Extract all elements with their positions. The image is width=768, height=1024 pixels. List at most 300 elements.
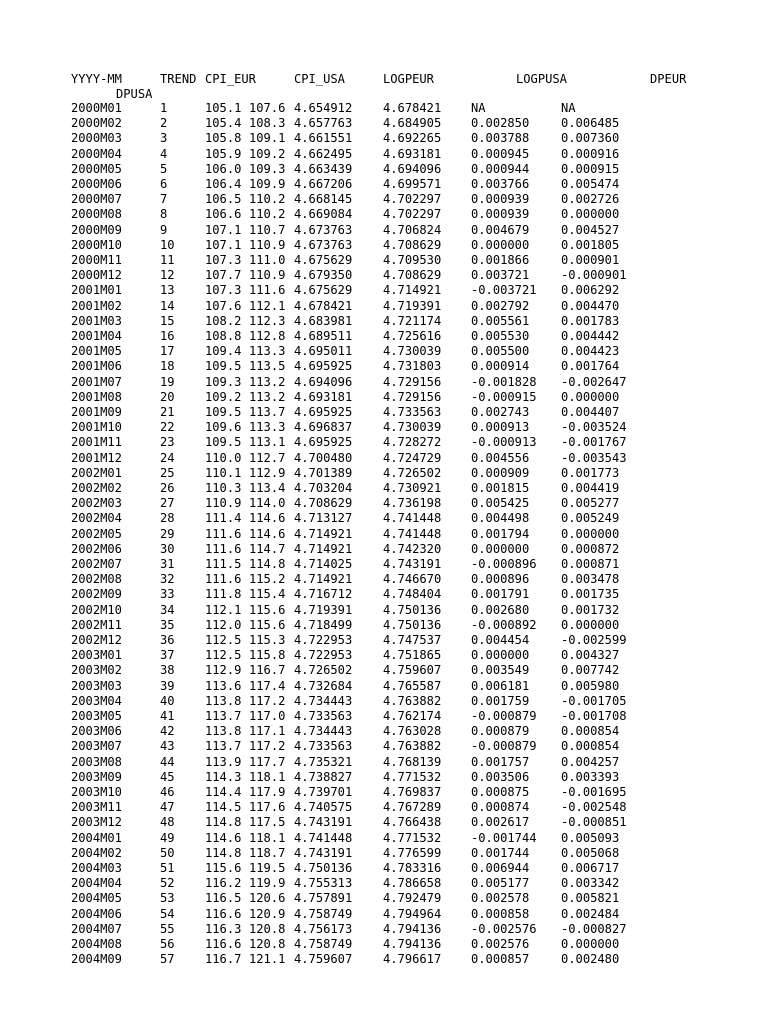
cell-cpi-eur: 113.9: [205, 754, 242, 769]
cell-logpusa: 4.767289: [383, 800, 442, 815]
cell-period: 2001M09: [71, 405, 122, 419]
cell-dpusa: 0.005277: [561, 496, 620, 511]
cell-logpeur: 4.758749: [294, 937, 353, 951]
cell-dpeur: 0.001866: [471, 253, 530, 267]
cell-cpi-usa: 117.1: [249, 724, 286, 739]
cell-period: 2000M01: [71, 101, 122, 115]
cell-logpeur: 4.668145: [294, 192, 353, 207]
cell-logpusa: 4.762174: [383, 709, 442, 723]
cell-logpusa: 4.741448: [383, 511, 442, 526]
cell-cpi-eur: 109.4: [205, 344, 242, 359]
cell-logpusa: 4.721174: [383, 313, 442, 328]
cell-logpusa: 4.724729: [383, 450, 442, 465]
cell-cpi-eur: 107.1: [205, 237, 242, 252]
cell-logpusa: 4.783316: [383, 861, 442, 875]
cell-dpeur: -0.000915: [471, 389, 537, 404]
cell-dpeur: 0.002850: [471, 116, 530, 131]
cell-logpeur: 4.663439: [294, 161, 353, 176]
cell-dpusa: 0.005068: [561, 845, 620, 860]
cell-dpusa: 0.001805: [561, 237, 620, 252]
cell-dpusa: 0.000871: [561, 557, 620, 571]
cell-dpeur: 0.003766: [471, 177, 530, 191]
cell-logpeur: 4.696837: [294, 420, 353, 435]
cell-logpusa: 4.706824: [383, 222, 442, 237]
cell-dpeur: 0.002576: [471, 937, 530, 951]
cell-cpi-usa: 112.7: [249, 450, 286, 465]
cell-dpeur: 0.003506: [471, 769, 530, 784]
cell-period: 2003M03: [71, 678, 122, 693]
cell-period: 2002M01: [71, 465, 122, 480]
cell-logpeur: 4.734443: [294, 724, 353, 739]
cell-logpeur: 4.695925: [294, 405, 353, 419]
cell-cpi-usa: 112.1: [249, 298, 286, 313]
cell-cpi-usa: 114.6: [249, 511, 286, 526]
cell-logpeur: 4.726502: [294, 663, 353, 678]
cell-cpi-usa: 114.6: [249, 526, 286, 541]
cell-cpi-usa: 114.7: [249, 541, 286, 556]
cell-cpi-eur: 114.4: [205, 785, 242, 799]
cell-cpi-usa: 110.2: [249, 207, 286, 222]
cell-cpi-usa: 121.1: [249, 952, 286, 967]
cell-period: 2003M05: [71, 709, 122, 723]
cell-cpi-usa: 117.0: [249, 709, 286, 723]
cell-logpeur: 4.759607: [294, 952, 353, 967]
cell-cpi-usa: 111.6: [249, 283, 286, 298]
cell-dpeur: 0.001791: [471, 587, 530, 602]
cell-period: 2004M09: [71, 952, 122, 967]
cell-logpusa: 4.736198: [383, 496, 442, 511]
cell-trend: 24: [160, 450, 175, 465]
cell-dpeur: 0.003721: [471, 268, 530, 283]
cell-period: 2001M12: [71, 450, 122, 465]
cell-logpeur: 4.657763: [294, 116, 353, 131]
cell-cpi-usa: 118.1: [249, 830, 286, 845]
cell-logpeur: 4.683981: [294, 313, 353, 328]
cell-cpi-eur: 112.5: [205, 633, 242, 647]
cell-period: 2002M10: [71, 602, 122, 617]
cell-trend: 52: [160, 876, 175, 891]
cell-logpusa: 4.702297: [383, 207, 442, 222]
cell-trend: 51: [160, 861, 175, 875]
header-dpeur: DPEUR: [650, 72, 687, 86]
cell-period: 2004M05: [71, 891, 122, 906]
cell-cpi-usa: 113.2: [249, 374, 286, 389]
cell-dpeur: 0.000000: [471, 541, 530, 556]
cell-logpusa: 4.725616: [383, 329, 442, 343]
cell-cpi-eur: 111.4: [205, 511, 242, 526]
cell-cpi-eur: 109.5: [205, 359, 242, 374]
cell-logpeur: 4.701389: [294, 465, 353, 480]
cell-logpusa: 4.794136: [383, 937, 442, 951]
cell-trend: 47: [160, 800, 175, 815]
cell-trend: 22: [160, 420, 175, 435]
cell-trend: 12: [160, 268, 175, 283]
cell-period: 2000M11: [71, 253, 122, 267]
cell-cpi-usa: 108.3: [249, 116, 286, 131]
cell-logpeur: 4.714921: [294, 526, 353, 541]
cell-logpeur: 4.695925: [294, 359, 353, 374]
header-dpusa: DPUSA: [116, 87, 153, 101]
cell-cpi-usa: 110.9: [249, 237, 286, 252]
cell-cpi-eur: 113.8: [205, 693, 242, 708]
cell-logpusa: 4.750136: [383, 602, 442, 617]
cell-cpi-usa: 117.5: [249, 815, 286, 830]
cell-dpusa: -0.000851: [561, 815, 627, 830]
cell-trend: 35: [160, 617, 175, 632]
cell-period: 2002M06: [71, 541, 122, 556]
cell-dpusa: -0.001708: [561, 709, 627, 723]
cell-trend: 57: [160, 952, 175, 967]
cell-period: 2000M06: [71, 177, 122, 191]
cell-trend: 2: [160, 116, 168, 131]
cell-dpeur: 0.000945: [471, 146, 530, 161]
cell-period: 2004M04: [71, 876, 122, 891]
cell-dpusa: 0.004423: [561, 344, 620, 359]
cell-trend: 4: [160, 146, 168, 161]
cell-dpusa: 0.002484: [561, 906, 620, 921]
cell-period: 2003M04: [71, 693, 122, 708]
cell-logpusa: 4.771532: [383, 830, 442, 845]
cell-logpusa: 4.730921: [383, 481, 442, 495]
cell-period: 2004M07: [71, 921, 122, 936]
cell-dpusa: 0.003393: [561, 769, 620, 784]
cell-cpi-eur: 114.8: [205, 815, 242, 830]
cell-trend: 45: [160, 769, 175, 784]
cell-cpi-eur: 116.5: [205, 891, 242, 906]
cell-logpeur: 4.669084: [294, 207, 353, 222]
cell-logpeur: 4.695925: [294, 435, 353, 450]
cell-dpeur: 0.000914: [471, 359, 530, 374]
cell-cpi-eur: 109.5: [205, 435, 242, 450]
cell-cpi-usa: 113.2: [249, 389, 286, 404]
cell-period: 2003M10: [71, 785, 122, 799]
cell-trend: 38: [160, 663, 175, 678]
cell-dpeur: 0.000944: [471, 161, 530, 176]
cell-trend: 17: [160, 344, 175, 359]
cell-trend: 39: [160, 678, 175, 693]
cell-dpeur: 0.006944: [471, 861, 530, 875]
cell-logpusa: 4.768139: [383, 754, 442, 769]
cell-trend: 11: [160, 253, 175, 267]
cell-dpusa: 0.007742: [561, 663, 620, 678]
cell-cpi-eur: 107.3: [205, 253, 242, 267]
cell-period: 2002M12: [71, 633, 122, 647]
cell-trend: 33: [160, 587, 175, 602]
cell-logpusa: 4.747537: [383, 633, 442, 647]
cell-logpeur: 4.714921: [294, 541, 353, 556]
cell-cpi-eur: 116.6: [205, 906, 242, 921]
cell-logpeur: 4.739701: [294, 785, 353, 799]
cell-cpi-usa: 114.8: [249, 557, 286, 571]
cell-cpi-usa: 117.2: [249, 693, 286, 708]
cell-period: 2000M08: [71, 207, 122, 222]
cell-cpi-eur: 110.1: [205, 465, 242, 480]
cell-cpi-eur: 106.5: [205, 192, 242, 207]
cell-dpeur: 0.004556: [471, 450, 530, 465]
cell-cpi-eur: 112.9: [205, 663, 242, 678]
cell-cpi-usa: 107.6: [249, 101, 286, 115]
cell-dpusa: -0.002548: [561, 800, 627, 815]
cell-dpeur: 0.005425: [471, 496, 530, 511]
cell-logpusa: 4.765587: [383, 678, 442, 693]
cell-logpusa: 4.694096: [383, 161, 442, 176]
cell-period: 2003M01: [71, 648, 122, 663]
cell-dpusa: 0.001783: [561, 313, 620, 328]
cell-dpusa: 0.005821: [561, 891, 620, 906]
cell-dpeur: 0.000875: [471, 785, 530, 799]
cell-trend: 56: [160, 937, 175, 951]
cell-cpi-usa: 112.9: [249, 465, 286, 480]
cell-cpi-eur: 107.7: [205, 268, 242, 283]
cell-dpusa: 0.000000: [561, 937, 620, 951]
cell-period: 2002M09: [71, 587, 122, 602]
cell-period: 2004M08: [71, 937, 122, 951]
cell-logpeur: 4.678421: [294, 298, 353, 313]
cell-cpi-eur: 113.7: [205, 739, 242, 754]
cell-dpusa: -0.001695: [561, 785, 627, 799]
cell-trend: 41: [160, 709, 175, 723]
cell-trend: 49: [160, 830, 175, 845]
cell-logpeur: 4.758749: [294, 906, 353, 921]
cell-trend: 46: [160, 785, 175, 799]
cell-cpi-usa: 120.9: [249, 906, 286, 921]
cell-dpusa: 0.004407: [561, 405, 620, 419]
cell-dpusa: 0.000854: [561, 739, 620, 754]
cell-logpusa: 4.714921: [383, 283, 442, 298]
cell-period: 2003M09: [71, 769, 122, 784]
cell-logpusa: 4.792479: [383, 891, 442, 906]
cell-trend: 37: [160, 648, 175, 663]
cell-logpeur: 4.733563: [294, 739, 353, 754]
cell-logpusa: 4.776599: [383, 845, 442, 860]
cell-cpi-usa: 113.4: [249, 481, 286, 495]
cell-logpeur: 4.718499: [294, 617, 353, 632]
cell-trend: 32: [160, 572, 175, 587]
cell-dpeur: 0.000913: [471, 420, 530, 435]
cell-trend: 36: [160, 633, 175, 647]
cell-trend: 54: [160, 906, 175, 921]
cell-dpusa: 0.000915: [561, 161, 620, 176]
cell-cpi-usa: 115.3: [249, 633, 286, 647]
cell-period: 2002M11: [71, 617, 122, 632]
cell-logpusa: 4.763882: [383, 739, 442, 754]
cell-dpeur: 0.000939: [471, 207, 530, 222]
cell-dpeur: 0.005500: [471, 344, 530, 359]
cell-dpeur: 0.000879: [471, 724, 530, 739]
cell-dpeur: 0.001815: [471, 481, 530, 495]
cell-logpeur: 4.695011: [294, 344, 353, 359]
cell-period: 2001M07: [71, 374, 122, 389]
cell-logpusa: 4.693181: [383, 146, 442, 161]
cell-dpeur: -0.000896: [471, 557, 537, 571]
cell-dpeur: 0.005530: [471, 329, 530, 343]
cell-cpi-eur: 113.8: [205, 724, 242, 739]
cell-trend: 23: [160, 435, 175, 450]
cell-dpusa: 0.004470: [561, 298, 620, 313]
cell-dpeur: 0.000874: [471, 800, 530, 815]
cell-logpeur: 4.675629: [294, 283, 353, 298]
cell-logpeur: 4.735321: [294, 754, 353, 769]
cell-dpeur: -0.000913: [471, 435, 537, 450]
cell-dpeur: 0.002578: [471, 891, 530, 906]
cell-cpi-eur: 114.6: [205, 830, 242, 845]
cell-period: 2001M10: [71, 420, 122, 435]
cell-trend: 8: [160, 207, 168, 222]
cell-dpusa: 0.000000: [561, 389, 620, 404]
cell-period: 2004M03: [71, 861, 122, 875]
cell-dpeur: 0.000000: [471, 237, 530, 252]
cell-period: 2000M07: [71, 192, 122, 207]
cell-dpusa: 0.006485: [561, 116, 620, 131]
cell-cpi-usa: 116.7: [249, 663, 286, 678]
cell-logpeur: 4.667206: [294, 177, 353, 191]
cell-cpi-usa: 113.3: [249, 420, 286, 435]
cell-period: 2003M08: [71, 754, 122, 769]
cell-dpusa: 0.006292: [561, 283, 620, 298]
cell-logpeur: 4.733563: [294, 709, 353, 723]
cell-trend: 16: [160, 329, 175, 343]
cell-cpi-eur: 113.6: [205, 678, 242, 693]
cell-dpusa: -0.003524: [561, 420, 627, 435]
cell-logpeur: 4.679350: [294, 268, 353, 283]
cell-logpusa: 4.684905: [383, 116, 442, 131]
cell-cpi-eur: 106.6: [205, 207, 242, 222]
cell-cpi-usa: 115.4: [249, 587, 286, 602]
cell-period: 2001M04: [71, 329, 122, 343]
cell-cpi-usa: 115.2: [249, 572, 286, 587]
cell-dpusa: 0.002480: [561, 952, 620, 967]
cell-dpeur: -0.000892: [471, 617, 537, 632]
cell-trend: 1: [160, 101, 168, 115]
cell-cpi-usa: 114.0: [249, 496, 286, 511]
cell-dpeur: 0.000857: [471, 952, 530, 967]
cell-cpi-usa: 113.7: [249, 405, 286, 419]
cell-cpi-usa: 119.5: [249, 861, 286, 875]
cell-logpeur: 4.757891: [294, 891, 353, 906]
cell-cpi-eur: 111.6: [205, 572, 242, 587]
cell-dpeur: 0.003788: [471, 131, 530, 146]
cell-dpusa: 0.004419: [561, 481, 620, 495]
cell-cpi-usa: 117.9: [249, 785, 286, 799]
cell-cpi-usa: 109.3: [249, 161, 286, 176]
cell-dpeur: 0.002617: [471, 815, 530, 830]
cell-dpusa: 0.005249: [561, 511, 620, 526]
cell-dpeur: 0.001744: [471, 845, 530, 860]
cell-dpusa: 0.001735: [561, 587, 620, 602]
cell-cpi-eur: 114.3: [205, 769, 242, 784]
cell-cpi-eur: 108.2: [205, 313, 242, 328]
cell-logpusa: 4.719391: [383, 298, 442, 313]
cell-cpi-eur: 109.3: [205, 374, 242, 389]
cell-logpeur: 4.675629: [294, 253, 353, 267]
cell-cpi-eur: 113.7: [205, 709, 242, 723]
cell-dpusa: 0.001773: [561, 465, 620, 480]
cell-cpi-eur: 109.6: [205, 420, 242, 435]
cell-cpi-eur: 108.8: [205, 329, 242, 343]
cell-logpeur: 4.740575: [294, 800, 353, 815]
cell-trend: 31: [160, 557, 175, 571]
cell-trend: 55: [160, 921, 175, 936]
cell-period: 2001M06: [71, 359, 122, 374]
cell-cpi-usa: 115.8: [249, 648, 286, 663]
cell-dpeur: -0.000879: [471, 739, 537, 754]
cell-cpi-usa: 115.6: [249, 617, 286, 632]
cell-logpeur: 4.734443: [294, 693, 353, 708]
cell-cpi-usa: 117.7: [249, 754, 286, 769]
cell-trend: 30: [160, 541, 175, 556]
cell-cpi-eur: 116.3: [205, 921, 242, 936]
cell-logpusa: 4.729156: [383, 374, 442, 389]
cell-cpi-eur: 116.6: [205, 937, 242, 951]
cell-logpusa: 4.741448: [383, 526, 442, 541]
cell-trend: 7: [160, 192, 168, 207]
cell-logpeur: 4.743191: [294, 845, 353, 860]
cell-period: 2002M04: [71, 511, 122, 526]
cell-logpusa: 4.699571: [383, 177, 442, 191]
cell-logpusa: 4.730039: [383, 420, 442, 435]
cell-logpeur: 4.714025: [294, 557, 353, 571]
cell-dpeur: 0.000909: [471, 465, 530, 480]
cell-cpi-eur: 111.8: [205, 587, 242, 602]
cell-dpeur: 0.000858: [471, 906, 530, 921]
cell-logpeur: 4.738827: [294, 769, 353, 784]
cell-cpi-usa: 117.6: [249, 800, 286, 815]
cell-logpusa: 4.794964: [383, 906, 442, 921]
cell-trend: 53: [160, 891, 175, 906]
cell-trend: 10: [160, 237, 175, 252]
cell-dpeur: NA: [471, 101, 486, 115]
cell-dpeur: 0.002743: [471, 405, 530, 419]
cell-cpi-eur: 111.6: [205, 526, 242, 541]
cell-logpeur: 4.693181: [294, 389, 353, 404]
cell-dpusa: 0.005093: [561, 830, 620, 845]
cell-cpi-usa: 120.8: [249, 937, 286, 951]
cell-dpeur: 0.004679: [471, 222, 530, 237]
cell-trend: 18: [160, 359, 175, 374]
cell-logpusa: 4.759607: [383, 663, 442, 678]
cell-logpusa: 4.786658: [383, 876, 442, 891]
cell-logpeur: 4.756173: [294, 921, 353, 936]
cell-period: 2004M06: [71, 906, 122, 921]
cell-logpusa: 4.726502: [383, 465, 442, 480]
cell-period: 2002M02: [71, 481, 122, 495]
cell-logpeur: 4.703204: [294, 481, 353, 495]
cell-dpusa: -0.003543: [561, 450, 627, 465]
cell-cpi-eur: 111.6: [205, 541, 242, 556]
cell-dpeur: 0.005177: [471, 876, 530, 891]
cell-trend: 44: [160, 754, 175, 769]
cell-cpi-usa: 109.2: [249, 146, 286, 161]
cell-period: 2000M09: [71, 222, 122, 237]
cell-logpusa: 4.766438: [383, 815, 442, 830]
cell-cpi-usa: 111.0: [249, 253, 286, 267]
cell-logpusa: 4.709530: [383, 253, 442, 267]
cell-trend: 43: [160, 739, 175, 754]
header-line: [0, 72, 687, 87]
cell-period: 2001M01: [71, 283, 122, 298]
cell-period: 2002M07: [71, 557, 122, 571]
cell-cpi-eur: 116.2: [205, 876, 242, 891]
cell-logpusa: 4.746670: [383, 572, 442, 587]
cell-logpeur: 4.654912: [294, 101, 353, 115]
cell-logpusa: 4.702297: [383, 192, 442, 207]
cell-dpusa: 0.006717: [561, 861, 620, 875]
cell-trend: 34: [160, 602, 175, 617]
cell-cpi-eur: 110.0: [205, 450, 242, 465]
cell-cpi-eur: 107.6: [205, 298, 242, 313]
cell-logpeur: 4.700480: [294, 450, 353, 465]
cell-cpi-usa: 113.1: [249, 435, 286, 450]
